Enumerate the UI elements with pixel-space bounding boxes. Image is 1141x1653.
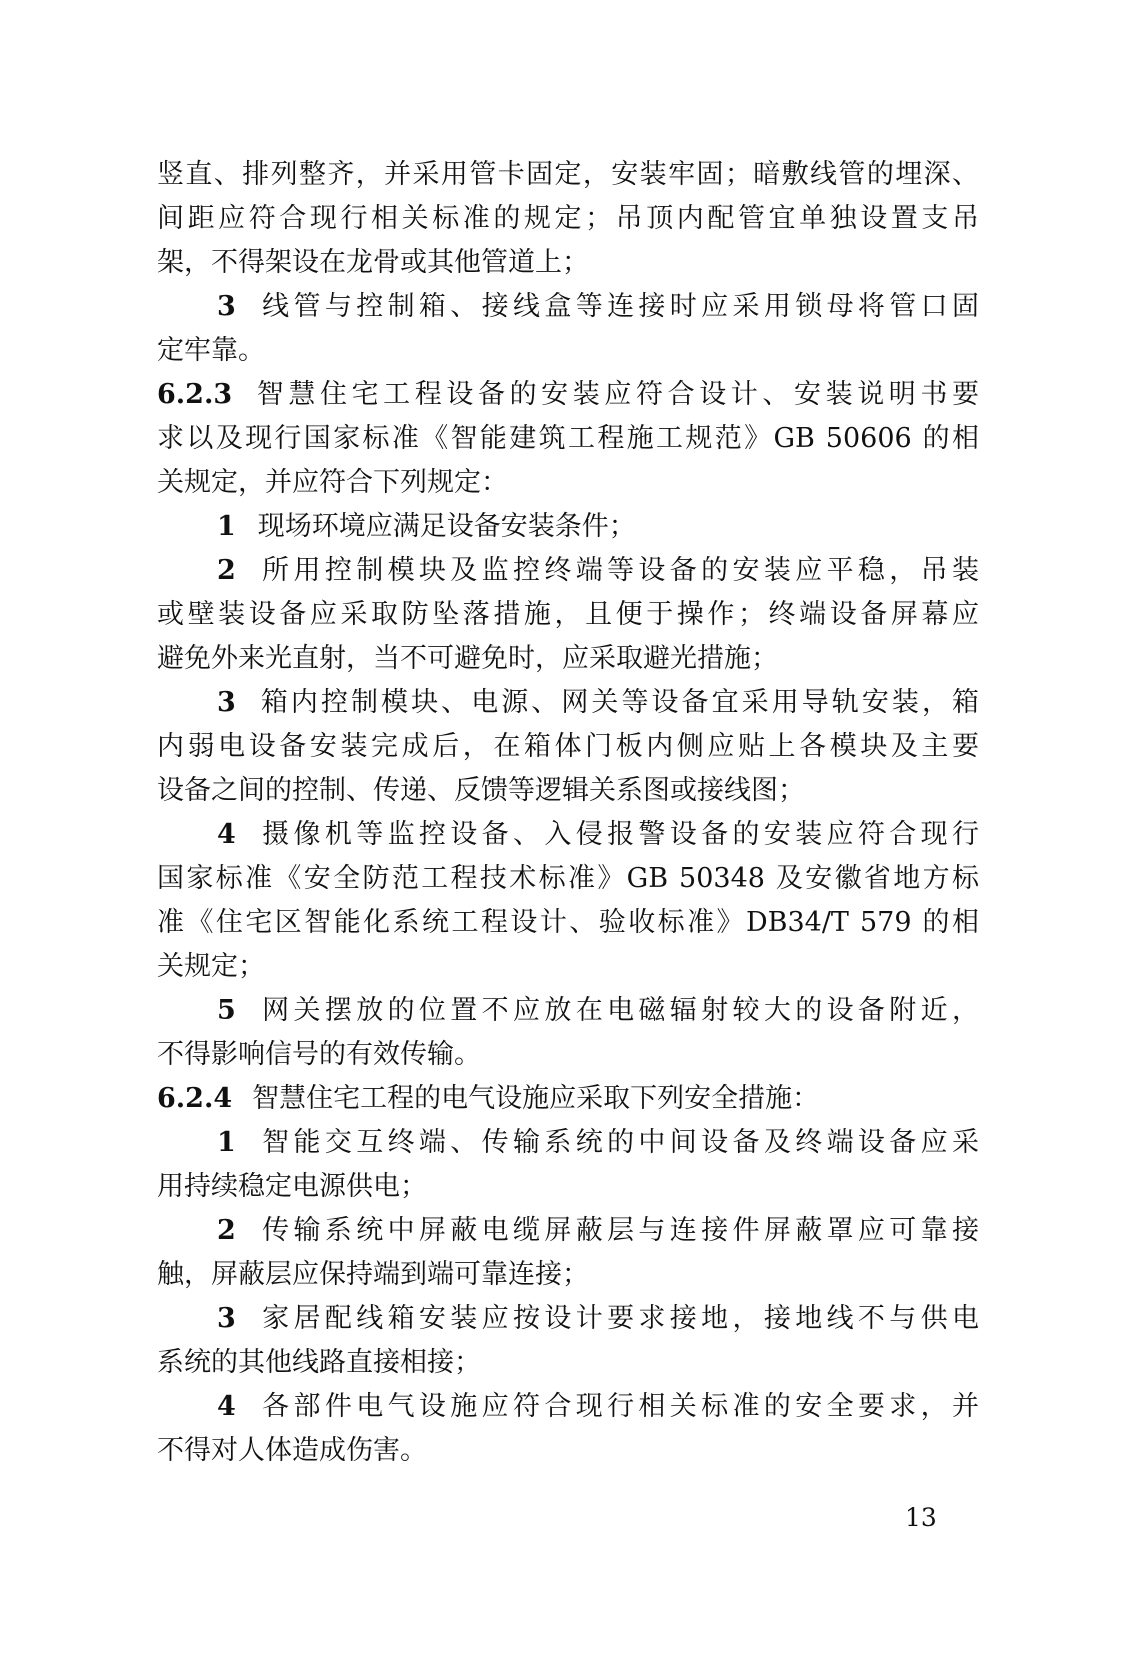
page-number: 13	[905, 1503, 937, 1532]
text-line	[157, 505, 979, 549]
item-number: 2	[217, 1215, 236, 1246]
line-text: 触，屏蔽层应保持端到端可靠连接；	[157, 1259, 589, 1290]
text-line	[157, 593, 979, 637]
line-text: 或壁装设备应采取防坠落措施，且便于操作；终端设备屏幕应	[157, 599, 979, 630]
item-number: 4	[217, 1391, 236, 1422]
line-text: 不得对人体造成伤害。	[157, 1435, 427, 1466]
line-text: 关规定；	[157, 951, 265, 982]
text-line	[157, 1429, 979, 1473]
line-text: 关规定，并应符合下列规定：	[157, 467, 508, 498]
text-line	[157, 1297, 979, 1341]
text-line	[157, 461, 979, 505]
text-line	[157, 549, 979, 593]
line-text: 家居配线箱安装应按设计要求接地，接地线不与供电	[257, 1303, 979, 1334]
line-text: 用持续稳定电源供电；	[157, 1171, 427, 1202]
text-line	[157, 329, 979, 373]
line-text: 准《住宅区智能化系统工程设计、验收标准》DB34/T 579 的相	[157, 907, 979, 938]
item-number: 3	[217, 1303, 236, 1334]
line-text: 定牢靠。	[157, 335, 265, 366]
text-line	[157, 153, 979, 197]
text-line	[157, 417, 979, 461]
text-line	[157, 1121, 979, 1165]
text-line	[157, 1165, 979, 1209]
line-text: 竖直、排列整齐，并采用管卡固定，安装牢固；暗敷线管的埋深、	[157, 159, 979, 190]
line-text: 现场环境应满足设备安装条件；	[257, 511, 636, 542]
text-line	[157, 901, 979, 945]
text-line	[157, 1077, 979, 1121]
text-line	[157, 989, 979, 1033]
line-text: 网关摆放的位置不应放在电磁辐射较大的设备附近，	[257, 995, 979, 1026]
line-text: 不得影响信号的有效传输。	[157, 1039, 481, 1070]
text-line	[157, 725, 979, 769]
text-line	[157, 1209, 979, 1253]
line-text: 线管与控制箱、接线盒等连接时应采用锁母将管口固	[257, 291, 979, 322]
text-line	[157, 241, 979, 285]
text-line	[157, 373, 979, 417]
line-text: 系统的其他线路直接相接；	[157, 1347, 481, 1378]
text-line	[157, 1253, 979, 1297]
line-text: 传输系统中屏蔽电缆屏蔽层与连接件屏蔽罩应可靠接	[257, 1215, 979, 1246]
line-text: 智慧住宅工程的电气设施应采取下列安全措施：	[252, 1083, 820, 1114]
line-text: 避免外来光直射，当不可避免时，应采取避光措施；	[157, 643, 778, 674]
line-text: 摄像机等监控设备、入侵报警设备的安装应符合现行	[257, 819, 979, 850]
section-number: 6.2.4	[157, 1083, 233, 1114]
line-text: 间距应符合现行相关标准的规定；吊顶内配管宜单独设置支吊	[157, 203, 979, 234]
line-text: 架，不得架设在龙骨或其他管道上；	[157, 247, 589, 278]
line-text: 智能交互终端、传输系统的中间设备及终端设备应采	[257, 1127, 979, 1158]
text-line	[157, 1385, 979, 1429]
item-number: 3	[217, 291, 236, 322]
line-text: 智慧住宅工程设备的安装应符合设计、安装说明书要	[252, 379, 979, 410]
line-text: 国家标准《安全防范工程技术标准》GB 50348 及安徽省地方标	[157, 863, 979, 894]
line-text: 各部件电气设施应符合现行相关标准的安全要求，并	[257, 1391, 979, 1422]
text-line	[157, 1341, 979, 1385]
text-line	[157, 637, 979, 681]
line-text: 箱内控制模块、电源、网关等设备宜采用导轨安装，箱	[257, 687, 979, 718]
item-number: 1	[217, 511, 236, 542]
line-text: 设备之间的控制、传递、反馈等逻辑关系图或接线图；	[157, 775, 805, 806]
document-body	[157, 153, 979, 1473]
line-text: 所用控制模块及监控终端等设备的安装应平稳，吊装	[257, 555, 979, 586]
text-line	[157, 681, 979, 725]
item-number: 1	[217, 1127, 236, 1158]
line-text: 求以及现行国家标准《智能建筑工程施工规范》GB 50606 的相	[157, 423, 979, 454]
text-line	[157, 769, 979, 813]
text-line	[157, 285, 979, 329]
item-number: 4	[217, 819, 236, 850]
text-line	[157, 813, 979, 857]
section-number: 6.2.3	[157, 379, 233, 410]
text-line	[157, 1033, 979, 1077]
item-number: 2	[217, 555, 236, 586]
text-line	[157, 857, 979, 901]
text-line	[157, 197, 979, 241]
line-text: 内弱电设备安装完成后，在箱体门板内侧应贴上各模块及主要	[157, 731, 979, 762]
item-number: 5	[217, 995, 236, 1026]
text-line	[157, 945, 979, 989]
item-number: 3	[217, 687, 236, 718]
